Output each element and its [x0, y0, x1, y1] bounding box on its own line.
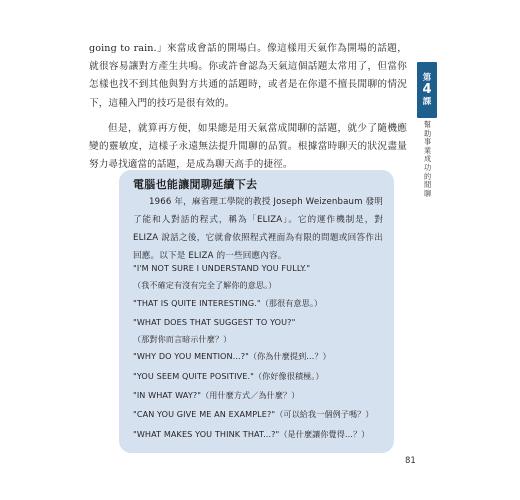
chapter-tab: [417, 62, 437, 118]
dialogue-english: "WHAT MAKES YOU THINK THAT...?"（是什麼讓你覺得…？）: [133, 429, 370, 439]
sidebar-title: 電腦也能讓閒聊延續下去: [133, 178, 258, 191]
chapter-suffix: 課: [422, 97, 432, 107]
dialogue-item: [133, 368, 389, 385]
chapter-prefix: 第: [422, 73, 432, 83]
dialogue-chinese: （那對你而言暗示什麼？）: [133, 333, 232, 344]
dialogue-english: "WHAT DOES THAT SUGGEST TO YOU?": [133, 317, 296, 327]
dialogue-english: "THAT IS QUITE INTERESTING."（那很有意思。）: [133, 298, 323, 308]
chapter-number: 4: [422, 82, 432, 97]
dialogue-item: [133, 406, 389, 423]
dialogue-english: "YOU SEEM QUITE POSITIVE."（你好像很積極。）: [133, 371, 324, 381]
dialogue-item: [133, 314, 389, 347]
main-body-text: [89, 40, 407, 181]
sidebar-intro: 1966 年，麻省理工學院的教授 Joseph Weizenbaum 發明了能和人對話的程式，稱為「ELIZA」。它的運作機制是，對 ELIZA 說話之後，它就會依照程式裡面為有限的問題或回答作出回應。以下是 ELIZA 的一些回應內容。: [133, 197, 383, 261]
dialogue-english: "IN WHAT WAY?"（用什麼方式／為什麼？）: [133, 390, 300, 400]
dialogue-chinese: （我不確定有沒有完全了解你的意思。）: [133, 279, 277, 290]
body-paragraph-2: 但是，就算再方便，如果總是用天氣當成閒聊的話題，就少了隨機應變的靈敏度，這樣子永遠無法提升閒聊的品質。根據當時聊天的狀況盡量努力尋找適當的話題，是成為聊天高手的捷徑。: [89, 122, 407, 171]
dialogue-english: "I'M NOT SURE I UNDERSTAND YOU FULLY.": [133, 263, 311, 273]
dialogue-item: [133, 295, 389, 312]
dialogue-item: [133, 387, 389, 404]
dialogue-english: "WHY DO YOU MENTION...?"（你為什麼提到…？）: [133, 351, 331, 361]
chapter-subtitle: 幫助事業成功的閒聊: [424, 120, 432, 198]
page-number: 81: [405, 456, 416, 466]
body-paragraph-1: going to rain.」來當成會話的開場白。像這樣用天氣作為開場的話題，就很容易讓對方產生共鳴。你或許會認為天氣這個話題太常用了，但當你怎樣也找不到其他與對方共通的話題時，或者是在你還不擅長閒聊的情況下，這種入門的技巧是很有效的。: [89, 43, 407, 109]
dialogue-english: "CAN YOU GIVE ME AN EXAMPLE?"（可以給我一個例子嗎？）: [133, 409, 374, 419]
dialogue-item: [133, 348, 389, 365]
dialogue-item: [133, 260, 389, 293]
dialogue-item: [133, 426, 389, 443]
